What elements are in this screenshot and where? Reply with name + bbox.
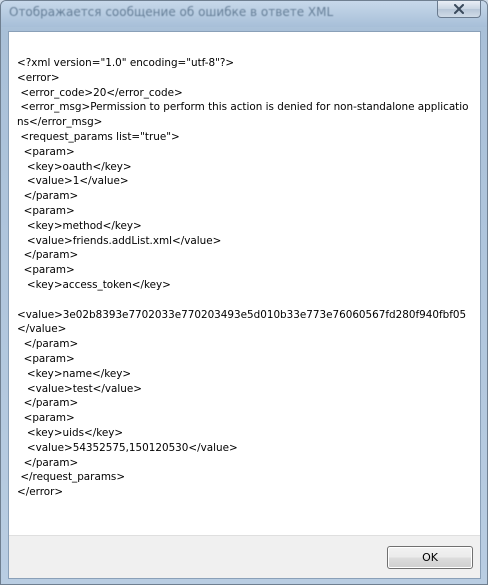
response-line: </request_params> <box>17 471 126 484</box>
response-line: <param> <box>17 412 75 425</box>
response-line: <key>oauth</key> <box>17 160 132 173</box>
ok-button[interactable]: OK <box>387 546 473 569</box>
response-line: <request_params list="true"> <box>17 130 180 143</box>
dialog-client-area <box>8 31 481 579</box>
response-line: </error> <box>17 486 64 499</box>
close-button[interactable] <box>437 1 481 18</box>
response-line: </param> <box>17 397 79 410</box>
response-line: <param> <box>17 264 75 277</box>
response-text <box>17 56 472 500</box>
response-line: </param> <box>17 456 79 469</box>
response-line: <key>access_token</key> <box>17 278 171 291</box>
response-line: </param> <box>17 249 79 262</box>
response-line: <param> <box>17 204 75 217</box>
response-line: <param> <box>17 352 75 365</box>
dialog-footer <box>9 535 480 578</box>
title-bar[interactable] <box>1 1 487 27</box>
response-line: <key>uids</key> <box>17 426 124 439</box>
response-line: <param> <box>17 145 75 158</box>
response-line: <value>54352575,150120530</value> <box>17 441 238 454</box>
window-title: Отображается сообщение об ошибке в ответе XML <box>9 5 334 19</box>
response-line: <?xml version="1.0" encoding="utf-8"?> <box>17 57 235 69</box>
close-icon <box>438 1 480 17</box>
response-line <box>17 293 472 308</box>
response-line: <key>name</key> <box>17 367 132 380</box>
response-line: </param> <box>17 338 79 351</box>
response-line: <value>test</value> <box>17 382 142 395</box>
response-line: <value>1</value> <box>17 175 129 188</box>
response-line: <value>friends.addList.xml</value> <box>17 234 222 247</box>
response-line: </param> <box>17 190 79 203</box>
response-line: <error> <box>17 71 60 84</box>
response-line: <error_code>20</error_code> <box>17 86 183 99</box>
response-line: <error_msg>Permission to perform this action is denied for non-standalone applications</error_msg> <box>17 101 469 129</box>
response-line: <value>3e02b8393e7702033e770203493e5d010b33e773e76060567fd280f940fbf05</value> <box>17 308 467 336</box>
response-line: <key>method</key> <box>17 219 142 232</box>
